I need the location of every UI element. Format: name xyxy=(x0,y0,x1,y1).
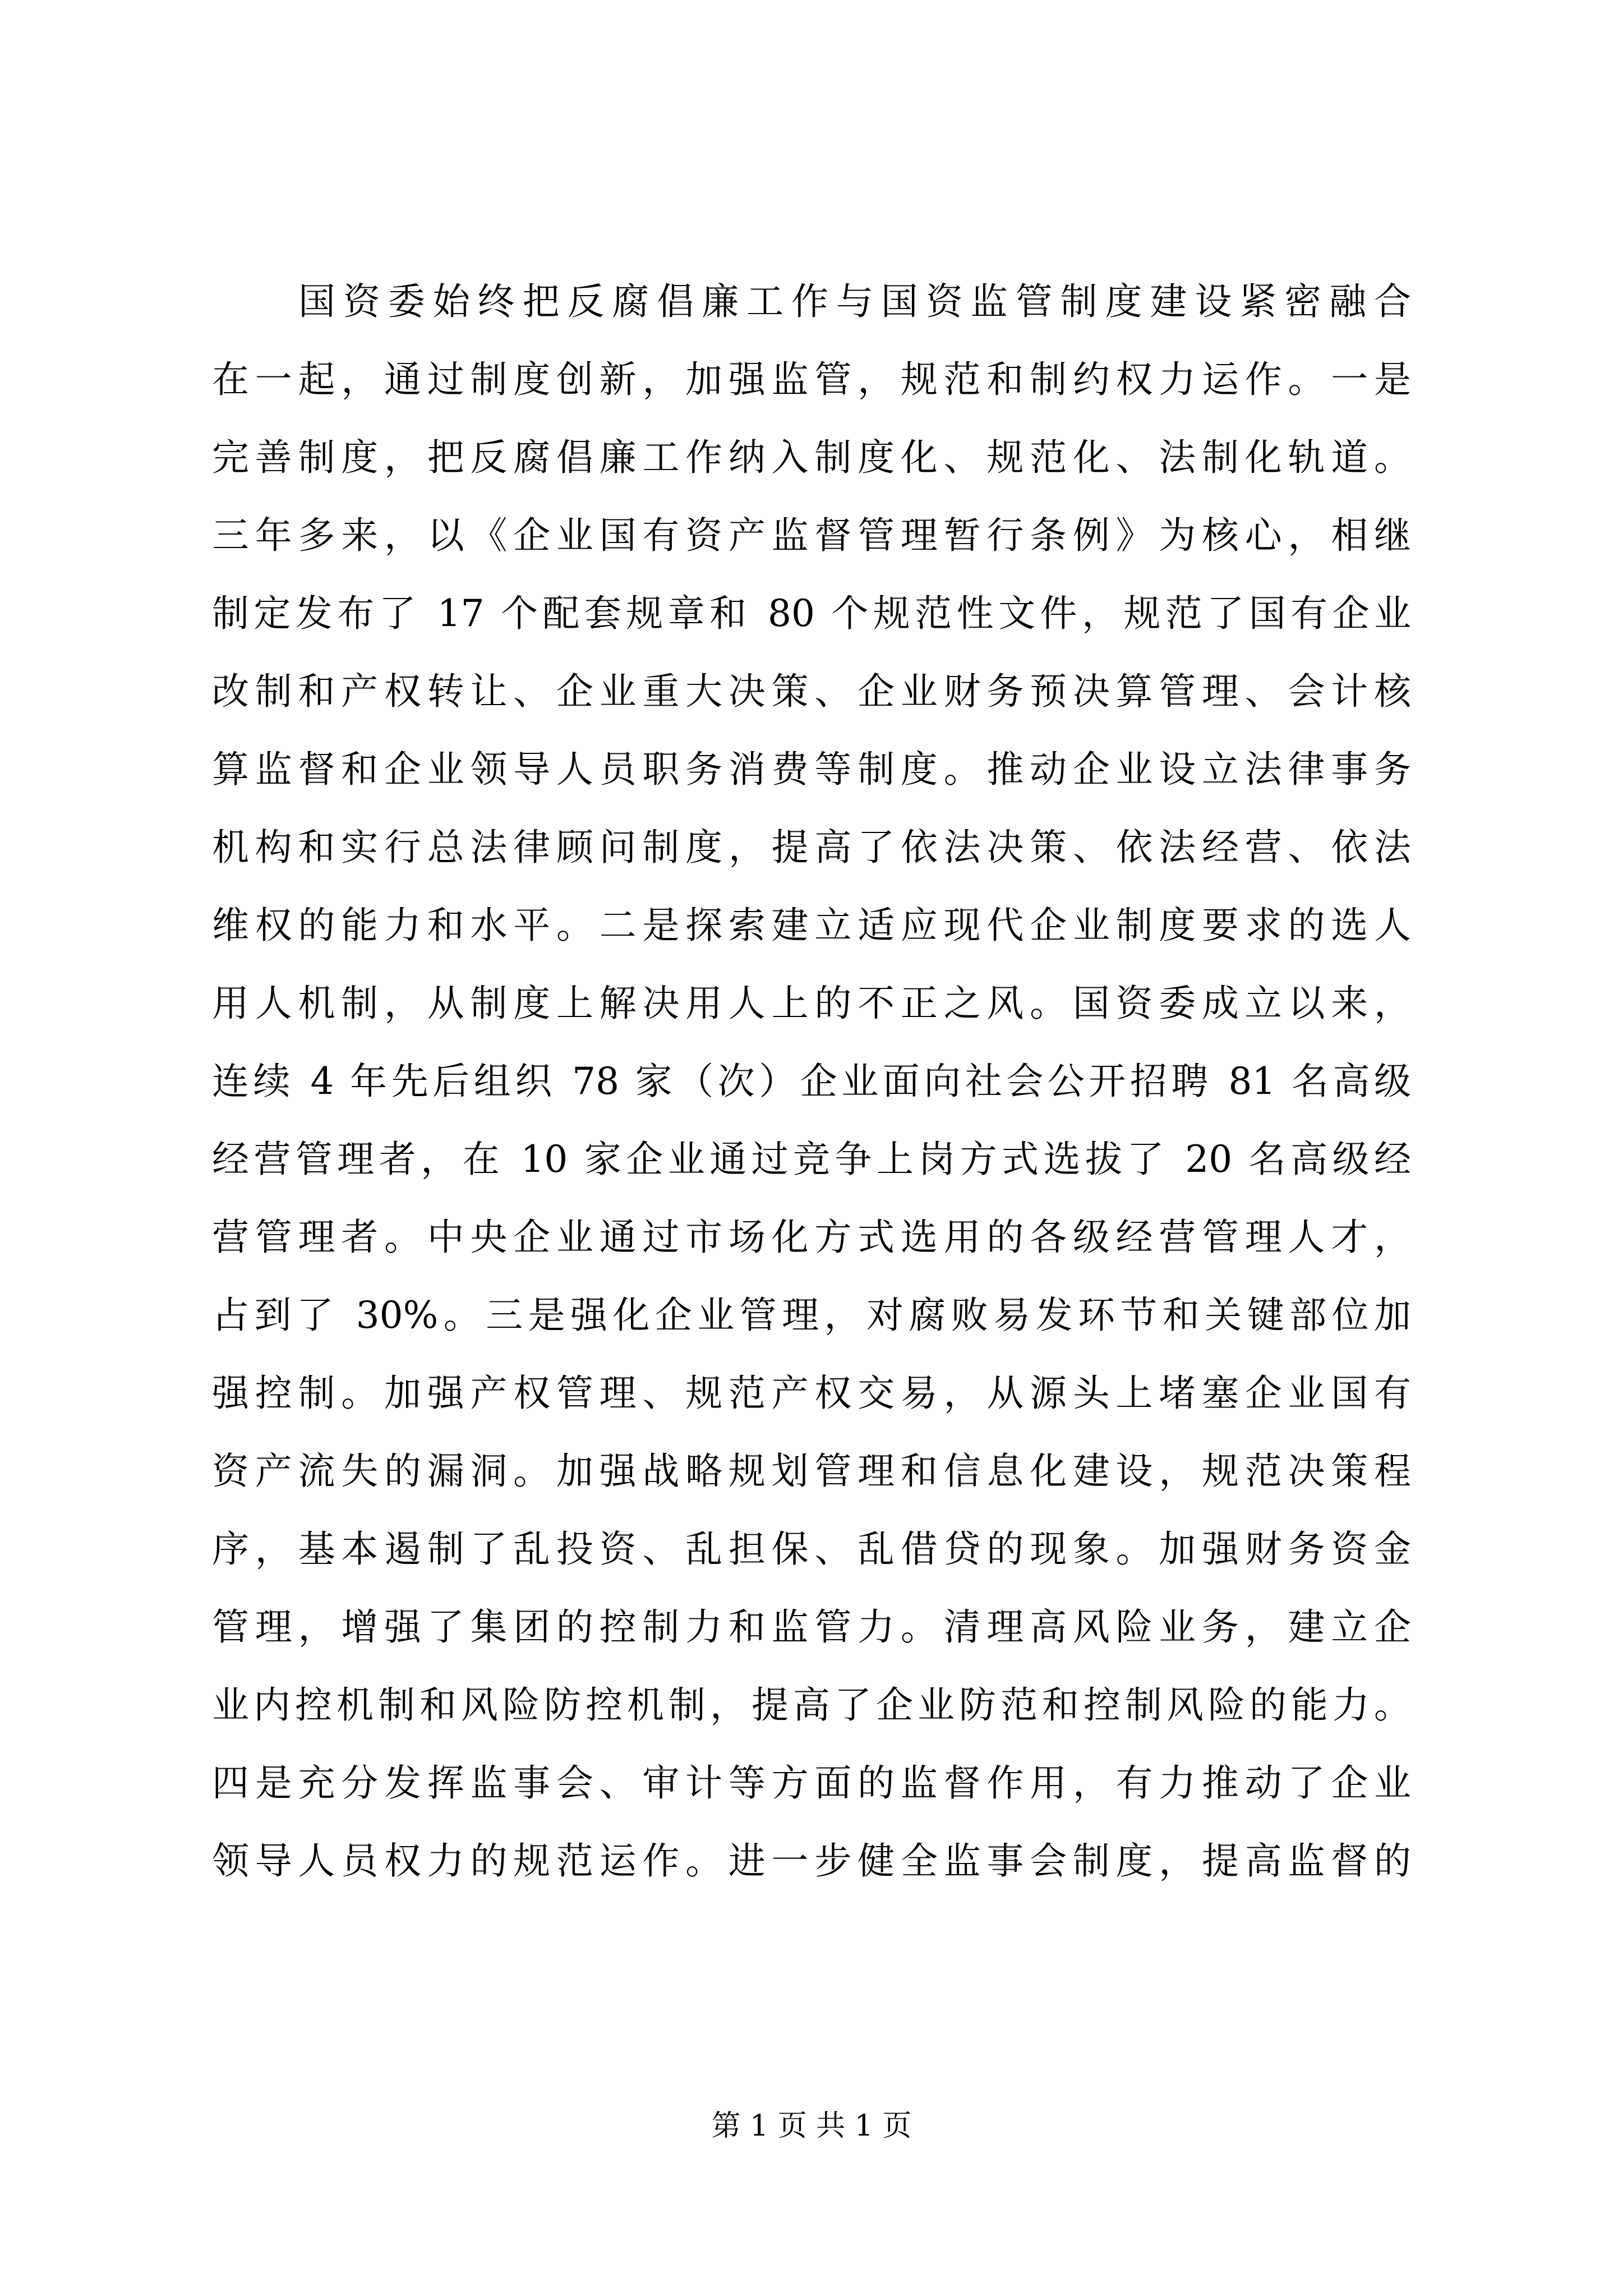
text-line: 机构和实行总法律顾问制度，提高了依法决策、依法经营、依法 xyxy=(212,826,1411,869)
text-line: 维权的能力和水平。二是探索建立适应现代企业制度要求的选人 xyxy=(212,904,1411,947)
text-line: 四是充分发挥监事会、审计等方面的监督作用，有力推动了企业 xyxy=(212,1761,1411,1805)
text-line: 制定发布了 17 个配套规章和 80 个规范性文件，规范了国有企业 xyxy=(212,592,1411,635)
text-line: 强控制。加强产权管理、规范产权交易，从源头上堵塞企业国有 xyxy=(212,1372,1411,1415)
text-line: 经营管理者，在 10 家企业通过竞争上岗方式选拔了 20 名高级经 xyxy=(212,1138,1411,1181)
text-line: 国资委始终把反腐倡廉工作与国资监管制度建设紧密融合 xyxy=(298,280,1411,323)
text-line: 领导人员权力的规范运作。进一步健全监事会制度，提高监督的 xyxy=(212,1839,1411,1883)
text-line: 占到了 30%。三是强化企业管理，对腐败易发环节和关键部位加 xyxy=(212,1294,1411,1337)
text-line: 连续 4 年先后组织 78 家（次）企业面向社会公开招聘 81 名高级 xyxy=(212,1060,1411,1103)
text-line: 序，基本遏制了乱投资、乱担保、乱借贷的现象。加强财务资金 xyxy=(212,1527,1411,1571)
text-line: 业内控机制和风险防控机制，提高了企业防范和控制风险的能力。 xyxy=(212,1683,1411,1727)
text-line: 用人机制，从制度上解决用人上的不正之风。国资委成立以来， xyxy=(212,982,1411,1025)
text-line: 资产流失的漏洞。加强战略规划管理和信息化建设，规范决策程 xyxy=(212,1450,1411,1493)
text-line: 三年多来，以《企业国有资产监督管理暂行条例》为核心，相继 xyxy=(212,514,1411,557)
text-line: 管理，增强了集团的控制力和监管力。清理高风险业务，建立企 xyxy=(212,1605,1411,1649)
text-line: 改制和产权转让、企业重大决策、企业财务预决算管理、会计核 xyxy=(212,670,1411,713)
text-line: 营管理者。中央企业通过市场化方式选用的各级经营管理人才， xyxy=(212,1216,1411,1259)
text-line: 完善制度，把反腐倡廉工作纳入制度化、规范化、法制化轨道。 xyxy=(212,436,1411,479)
text-line: 算监督和企业领导人员职务消费等制度。推动企业设立法律事务 xyxy=(212,748,1411,791)
text-line: 在一起，通过制度创新，加强监管，规范和制约权力运作。一是 xyxy=(212,358,1411,401)
page-number-footer: 第 1 页 共 1 页 xyxy=(711,2109,912,2143)
